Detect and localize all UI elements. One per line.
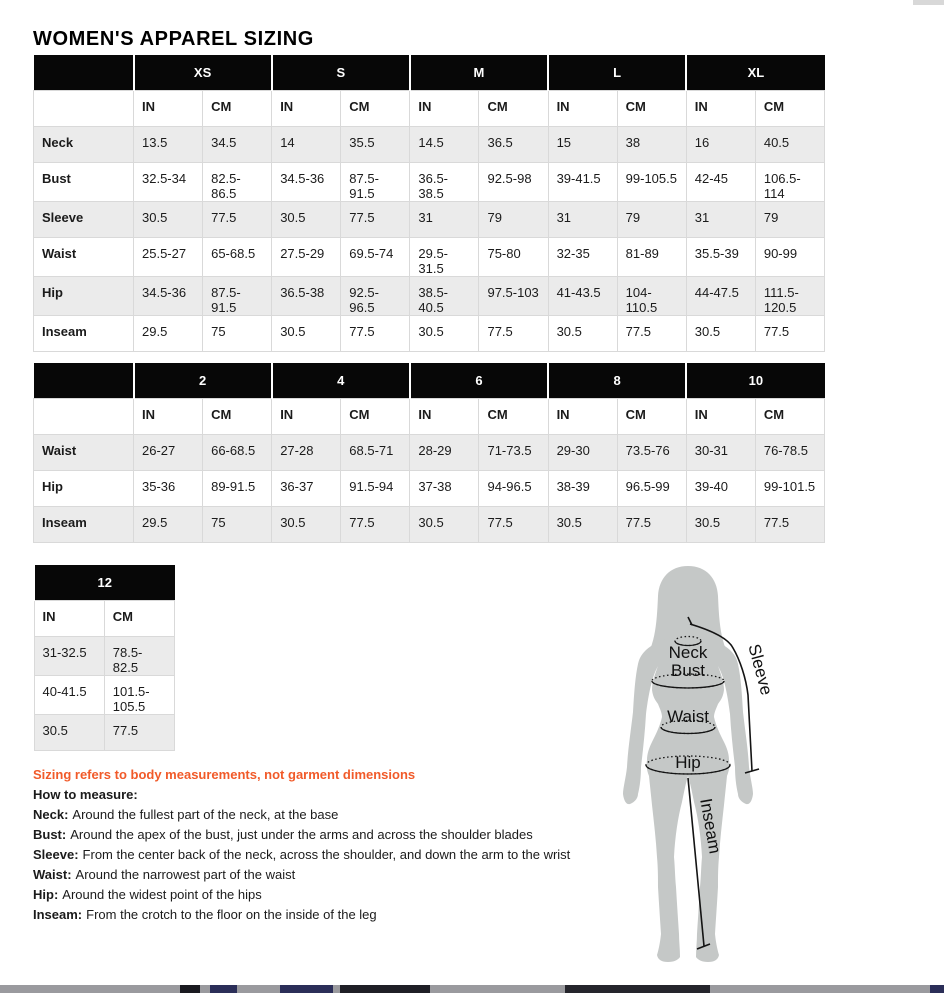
figure-label-bust: Bust xyxy=(670,661,706,680)
size-table-alpha-sizes xyxy=(33,55,825,352)
row-label-cell: Inseam xyxy=(34,316,134,352)
measurement-cell: 111.5-120.5 xyxy=(755,277,824,316)
measurement-cell: 35-36 xyxy=(134,471,203,507)
measurement-cell: 34.5 xyxy=(203,127,272,163)
row-label-cell: Hip xyxy=(34,471,134,507)
measurement-cell: 37-38 xyxy=(410,471,479,507)
measurement-cell: 77.5 xyxy=(341,202,410,238)
table-row xyxy=(34,676,175,715)
unit-header-cell: IN xyxy=(272,399,341,435)
size-column-header: XS xyxy=(134,55,272,91)
body-measurement-diagram xyxy=(598,560,783,970)
unit-header-cell: IN xyxy=(34,601,104,637)
measurement-cell: 41-43.5 xyxy=(548,277,617,316)
measurement-cell: 14.5 xyxy=(410,127,479,163)
table-row xyxy=(34,163,825,202)
table-row xyxy=(34,637,175,676)
size-column-header: M xyxy=(410,55,548,91)
measurement-cell: 38-39 xyxy=(548,471,617,507)
figure-label-neck: Neck xyxy=(668,643,708,662)
measurement-cell: 79 xyxy=(755,202,824,238)
measure-note-waist: Waist: Around the narrowest part of the waist xyxy=(33,867,296,882)
unit-header-cell: CM xyxy=(203,399,272,435)
measurement-cell: 30.5 xyxy=(272,507,341,543)
figure-label-hip: Hip xyxy=(675,753,701,772)
measurement-cell: 25.5-27 xyxy=(134,238,203,277)
measurement-cell: 65-68.5 xyxy=(203,238,272,277)
unit-header-cell: CM xyxy=(104,601,174,637)
unit-header-cell: IN xyxy=(272,91,341,127)
sizing-warning: Sizing refers to body measurements, not garment dimensions xyxy=(33,767,416,782)
measurement-cell: 30.5 xyxy=(686,316,755,352)
measurement-cell: 30-31 xyxy=(686,435,755,471)
measurement-cell: 78.5-82.5 xyxy=(104,637,174,676)
measurement-cell: 75 xyxy=(203,316,272,352)
measurement-cell: 92.5-96.5 xyxy=(341,277,410,316)
measurement-cell: 29.5 xyxy=(134,316,203,352)
measurement-cell: 77.5 xyxy=(104,715,174,751)
figure-label-inseam: Inseam xyxy=(696,796,725,856)
unit-header-cell: CM xyxy=(341,91,410,127)
measure-note-bust: Bust: Around the apex of the bust, just under the arms and across the shoulder blades xyxy=(33,827,533,842)
measurement-cell: 36.5-38 xyxy=(272,277,341,316)
measurement-cell: 90-99 xyxy=(755,238,824,277)
table-row xyxy=(34,471,825,507)
measurement-cell: 16 xyxy=(686,127,755,163)
unit-header-cell: CM xyxy=(203,91,272,127)
measurement-cell: 27.5-29 xyxy=(272,238,341,277)
measure-note-neck: Neck: Around the fullest part of the neck, at the base xyxy=(33,807,339,822)
unit-header-cell: IN xyxy=(686,91,755,127)
measurement-cell: 35.5 xyxy=(341,127,410,163)
measurement-cell: 13.5 xyxy=(134,127,203,163)
measurement-cell: 31 xyxy=(548,202,617,238)
unit-header-cell: CM xyxy=(617,91,686,127)
measurement-cell: 77.5 xyxy=(617,507,686,543)
size-12-table xyxy=(33,565,175,751)
table-row xyxy=(34,715,175,751)
size-column-header: L xyxy=(548,55,686,91)
size-column-header: 2 xyxy=(134,363,272,399)
measurement-cell: 77.5 xyxy=(755,316,824,352)
measurement-cell: 38.5-40.5 xyxy=(410,277,479,316)
numeric-size-table xyxy=(33,363,825,543)
measurement-cell: 106.5-114 xyxy=(755,163,824,202)
measurement-cell: 89-91.5 xyxy=(203,471,272,507)
unit-header-cell: IN xyxy=(134,91,203,127)
measurement-cell: 31-32.5 xyxy=(34,637,104,676)
measurement-cell: 79 xyxy=(479,202,548,238)
table-row xyxy=(34,127,825,163)
measurement-cell: 75 xyxy=(203,507,272,543)
measurement-cell: 68.5-71 xyxy=(341,435,410,471)
measurement-cell: 36.5-38.5 xyxy=(410,163,479,202)
unit-header-cell: CM xyxy=(617,399,686,435)
size-column-header: XL xyxy=(686,55,824,91)
measurement-cell: 30.5 xyxy=(34,715,104,751)
measurement-cell: 87.5-91.5 xyxy=(203,277,272,316)
measurement-cell: 30.5 xyxy=(548,316,617,352)
size-column-header: 10 xyxy=(686,363,824,399)
measurement-cell: 31 xyxy=(686,202,755,238)
unit-header-cell: CM xyxy=(479,399,548,435)
measurement-cell: 79 xyxy=(617,202,686,238)
table-corner-cell xyxy=(34,55,134,91)
measurement-cell: 30.5 xyxy=(548,507,617,543)
measurement-cell: 30.5 xyxy=(410,507,479,543)
measurement-cell: 101.5-105.5 xyxy=(104,676,174,715)
measurement-cell: 34.5-36 xyxy=(272,163,341,202)
measure-notes xyxy=(33,765,573,925)
measurement-cell: 94-96.5 xyxy=(479,471,548,507)
table-row xyxy=(34,277,825,316)
measurement-cell: 73.5-76 xyxy=(617,435,686,471)
figure-label-sleeve: Sleeve xyxy=(744,642,777,698)
measurement-cell: 82.5-86.5 xyxy=(203,163,272,202)
table-row xyxy=(34,507,825,543)
measurement-cell: 104-110.5 xyxy=(617,277,686,316)
measurement-cell: 97.5-103 xyxy=(479,277,548,316)
measurement-cell: 77.5 xyxy=(755,507,824,543)
unit-header-cell: IN xyxy=(548,399,617,435)
figure-label-waist: Waist xyxy=(667,707,709,726)
table-row xyxy=(34,316,825,352)
measurement-cell: 15 xyxy=(548,127,617,163)
size-table-size-12 xyxy=(33,565,175,751)
measurement-cell: 29-30 xyxy=(548,435,617,471)
measurement-cell: 77.5 xyxy=(203,202,272,238)
table-corner-cell xyxy=(34,363,134,399)
measurement-cell: 34.5-36 xyxy=(134,277,203,316)
unit-header-cell: CM xyxy=(341,399,410,435)
measurement-cell: 14 xyxy=(272,127,341,163)
size-column-header: S xyxy=(272,55,410,91)
measurement-cell: 76-78.5 xyxy=(755,435,824,471)
unit-header-cell: IN xyxy=(548,91,617,127)
measurement-cell: 69.5-74 xyxy=(341,238,410,277)
measurement-cell: 26-27 xyxy=(134,435,203,471)
measure-note-hip: Hip: Around the widest point of the hips xyxy=(33,887,262,902)
row-label-cell: Hip xyxy=(34,277,134,316)
size-table-numeric-sizes xyxy=(33,363,825,543)
measurement-cell: 77.5 xyxy=(479,316,548,352)
units-row-label-cell xyxy=(34,399,134,435)
measurement-cell: 96.5-99 xyxy=(617,471,686,507)
how-to-measure-heading: How to measure: xyxy=(33,787,138,802)
measurement-cell: 44-47.5 xyxy=(686,277,755,316)
alpha-size-table xyxy=(33,55,825,352)
measurement-cell: 92.5-98 xyxy=(479,163,548,202)
row-label-cell: Inseam xyxy=(34,507,134,543)
measurement-cell: 29.5-31.5 xyxy=(410,238,479,277)
unit-header-cell: CM xyxy=(755,399,824,435)
measurement-cell: 30.5 xyxy=(410,316,479,352)
measurement-cell: 77.5 xyxy=(341,316,410,352)
measurement-cell: 31 xyxy=(410,202,479,238)
row-label-cell: Bust xyxy=(34,163,134,202)
unit-header-cell: CM xyxy=(755,91,824,127)
measurement-cell: 30.5 xyxy=(272,202,341,238)
footer-edge xyxy=(0,985,944,993)
measurement-cell: 30.5 xyxy=(686,507,755,543)
row-label-cell: Neck xyxy=(34,127,134,163)
measurement-cell: 32-35 xyxy=(548,238,617,277)
table-row xyxy=(34,435,825,471)
row-label-cell: Waist xyxy=(34,435,134,471)
unit-header-cell: IN xyxy=(686,399,755,435)
measurement-cell: 40.5 xyxy=(755,127,824,163)
row-label-cell: Waist xyxy=(34,238,134,277)
size-column-header: 12 xyxy=(34,565,175,601)
measurement-cell: 39-41.5 xyxy=(548,163,617,202)
measurement-cell: 32.5-34 xyxy=(134,163,203,202)
measure-note-inseam: Inseam: From the crotch to the floor on the inside of the leg xyxy=(33,907,377,922)
measurement-cell: 36.5 xyxy=(479,127,548,163)
measurement-cell: 87.5-91.5 xyxy=(341,163,410,202)
measurement-cell: 39-40 xyxy=(686,471,755,507)
measurement-cell: 77.5 xyxy=(341,507,410,543)
measurement-cell: 30.5 xyxy=(272,316,341,352)
page-title: WOMEN'S APPAREL SIZING xyxy=(33,28,314,50)
size-column-header: 8 xyxy=(548,363,686,399)
measurement-cell: 75-80 xyxy=(479,238,548,277)
measurement-cell: 35.5-39 xyxy=(686,238,755,277)
unit-header-cell: CM xyxy=(479,91,548,127)
measurement-cell: 29.5 xyxy=(134,507,203,543)
measurement-cell: 81-89 xyxy=(617,238,686,277)
measurement-cell: 36-37 xyxy=(272,471,341,507)
measurement-cell: 99-105.5 xyxy=(617,163,686,202)
measurement-cell: 91.5-94 xyxy=(341,471,410,507)
unit-header-cell: IN xyxy=(410,399,479,435)
unit-header-cell: IN xyxy=(410,91,479,127)
measurement-cell: 66-68.5 xyxy=(203,435,272,471)
measurement-cell: 71-73.5 xyxy=(479,435,548,471)
units-row-label-cell xyxy=(34,91,134,127)
measurement-cell: 28-29 xyxy=(410,435,479,471)
unit-header-cell: IN xyxy=(134,399,203,435)
horizontal-scrollbar[interactable] xyxy=(913,0,944,5)
measurement-cell: 42-45 xyxy=(686,163,755,202)
size-column-header: 4 xyxy=(272,363,410,399)
table-row xyxy=(34,202,825,238)
measurement-cell: 99-101.5 xyxy=(755,471,824,507)
measurement-cell: 40-41.5 xyxy=(34,676,104,715)
measurement-cell: 27-28 xyxy=(272,435,341,471)
measurement-cell: 77.5 xyxy=(617,316,686,352)
size-column-header: 6 xyxy=(410,363,548,399)
measurement-cell: 77.5 xyxy=(479,507,548,543)
measurement-cell: 38 xyxy=(617,127,686,163)
row-label-cell: Sleeve xyxy=(34,202,134,238)
measure-note-sleeve: Sleeve: From the center back of the neck, across the shoulder, and down the arm to the wrist xyxy=(33,847,571,862)
measurement-cell: 30.5 xyxy=(134,202,203,238)
table-row xyxy=(34,238,825,277)
